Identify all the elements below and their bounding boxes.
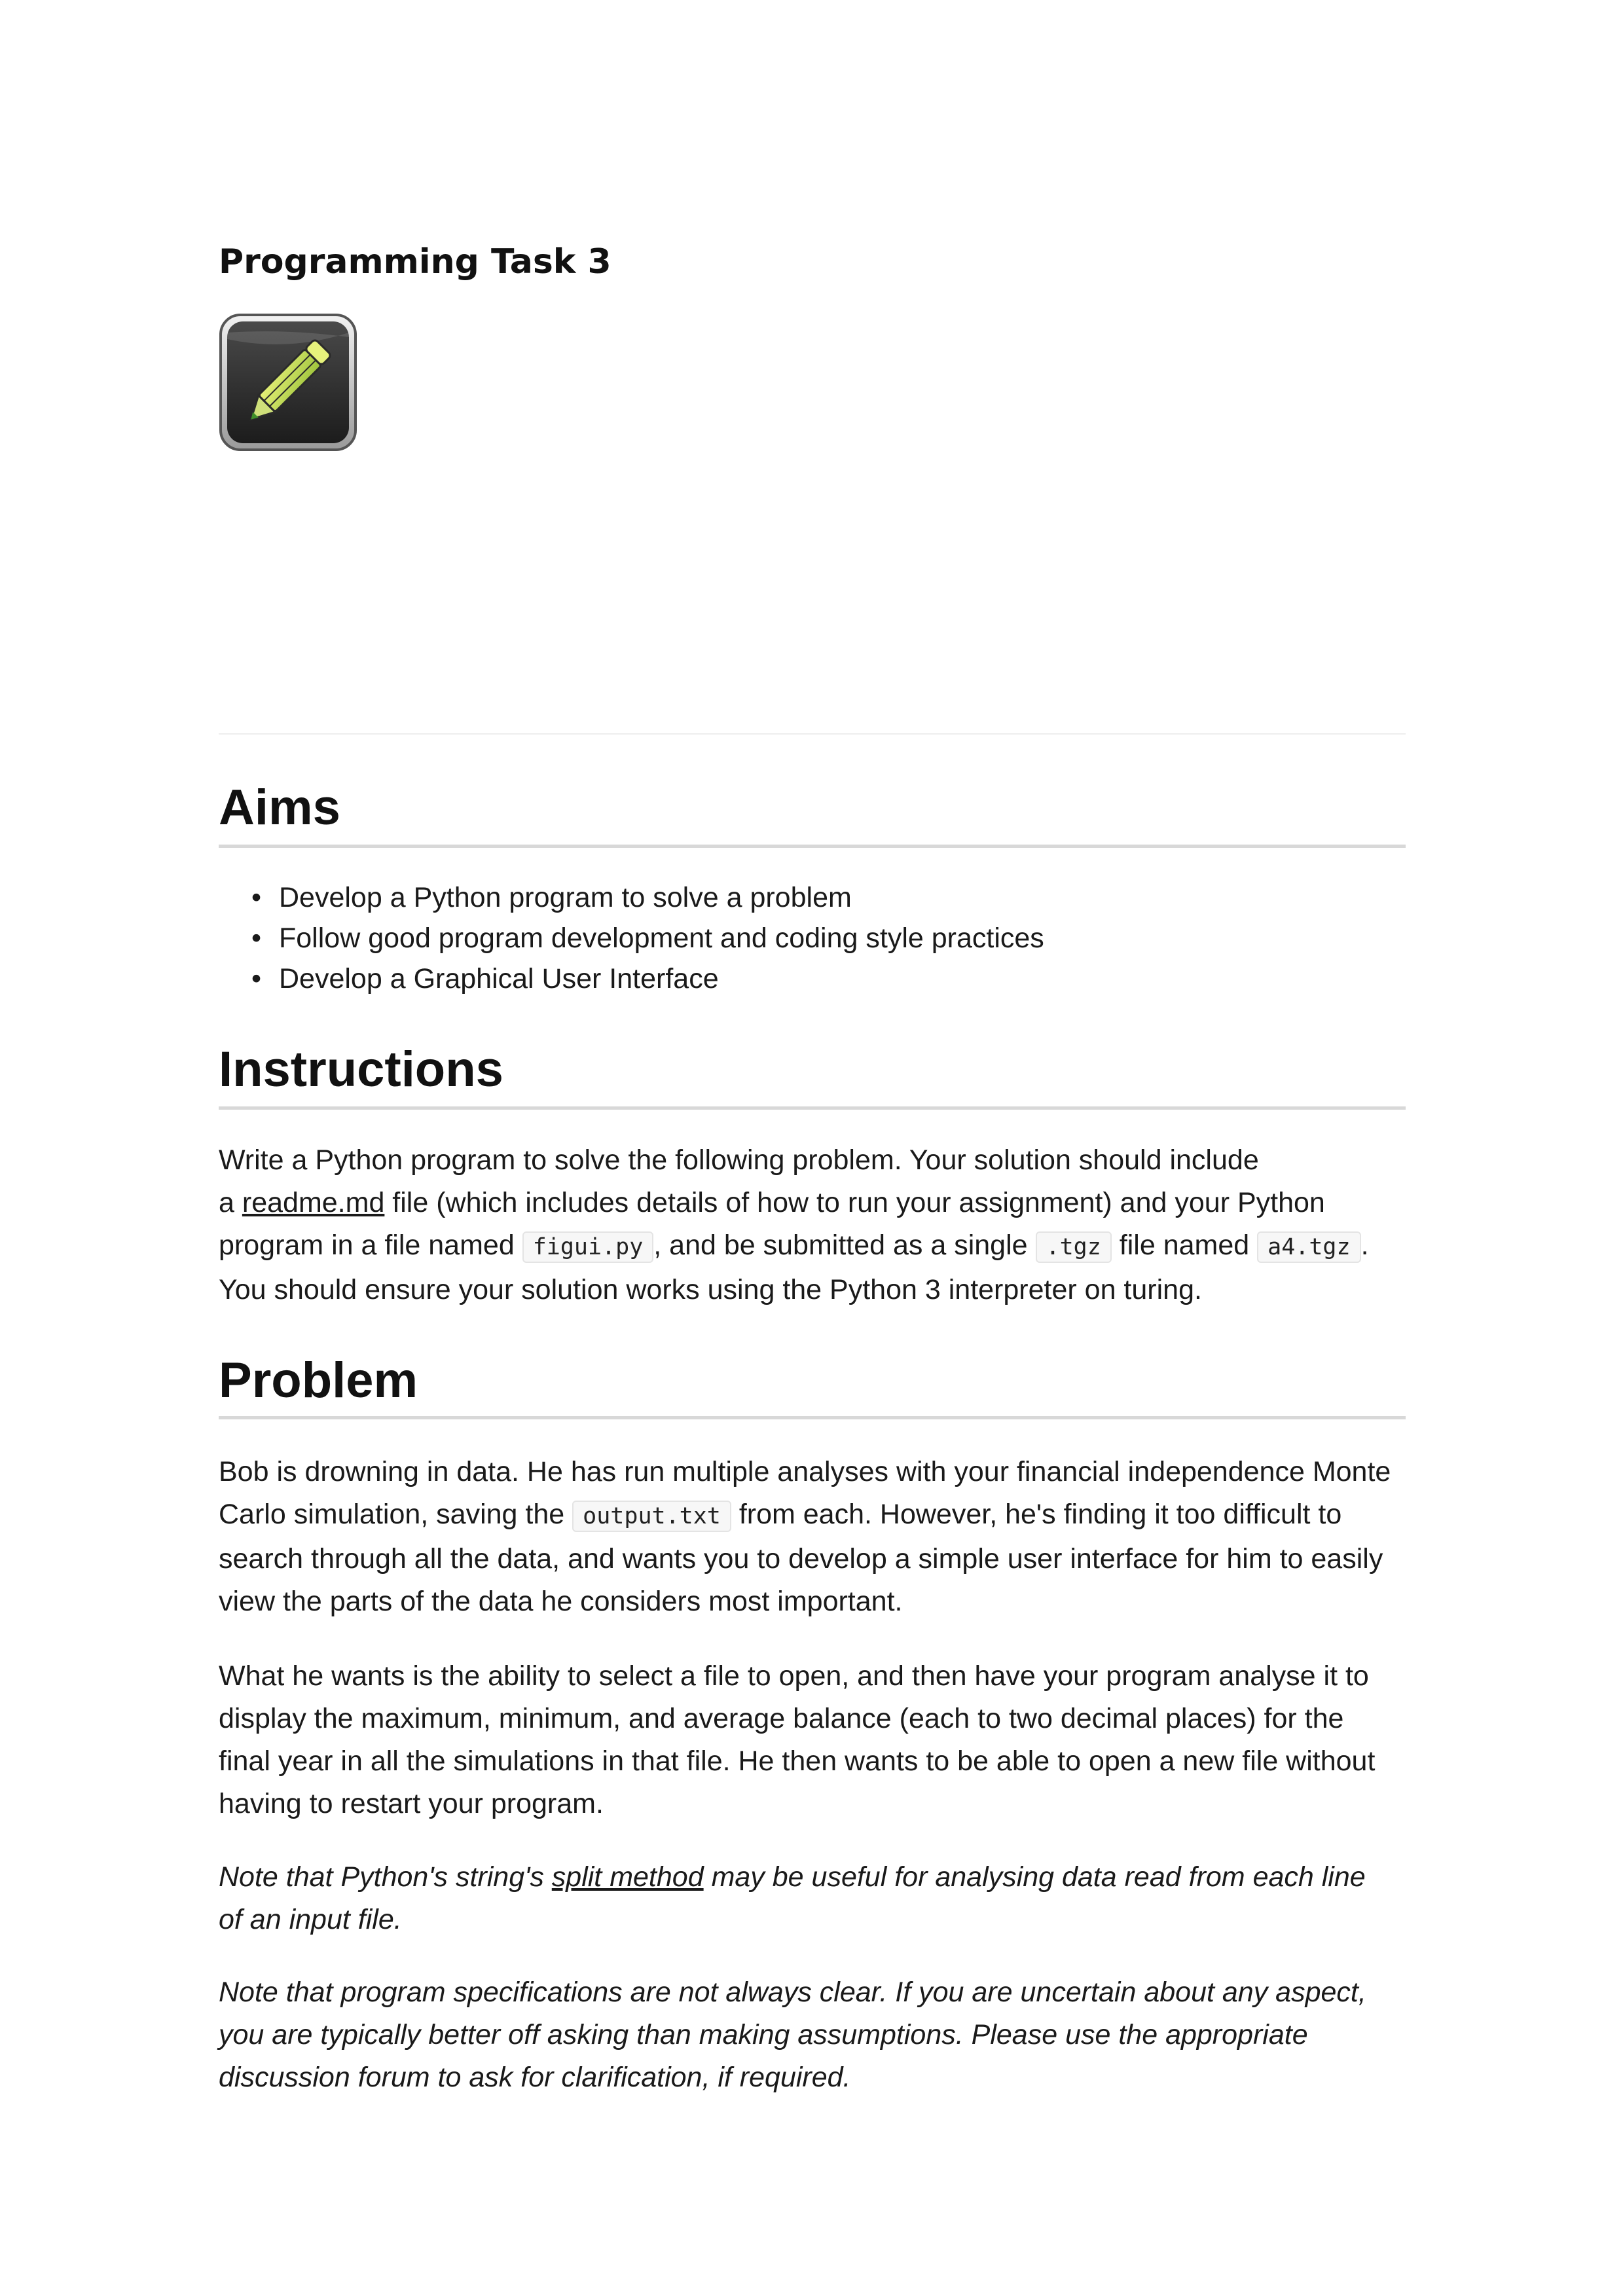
task-title: Programming Task 3: [219, 242, 611, 282]
aims-divider: [219, 845, 1406, 848]
text-segment: Carlo simulation, saving the: [219, 1499, 573, 1530]
text-line: You should ensure your solution works using the Python 3 interpreter on turing.: [219, 1274, 1202, 1305]
text-line: Write a Python program to solve the following problem. Your solution should include: [219, 1144, 1259, 1176]
text-segment: program in a file named: [219, 1230, 522, 1261]
split-method-note: [219, 1856, 1406, 1941]
text-line: Note that program specifications are not always clear. If you are uncertain about any aspect,: [219, 1977, 1366, 2008]
text-line: [219, 1493, 1406, 1538]
text-line: display the maximum, minimum, and average balance (each to two decimal places) for the: [219, 1703, 1344, 1734]
list-item: • Follow good program development and coding style practices: [219, 918, 1044, 958]
text-line: of an input file.: [219, 1904, 402, 1935]
list-item: • Develop a Python program to solve a problem: [219, 877, 1044, 918]
code-extension: .tgz: [1036, 1231, 1112, 1263]
problem-paragraph-2: [219, 1655, 1406, 1825]
text-segment: Note that Python's string's: [219, 1861, 552, 1893]
text-line: having to restart your program.: [219, 1788, 604, 1819]
text-segment: file named: [1111, 1230, 1258, 1261]
text-line: Bob is drowning in data. He has run multiple analyses with your financial independence Monte: [219, 1456, 1391, 1487]
specification-note: [219, 1971, 1406, 2099]
aims-heading: Aims: [219, 780, 340, 835]
top-divider: [219, 733, 1406, 735]
code-output-file: output.txt: [572, 1501, 731, 1532]
text-line: [219, 1856, 1406, 1899]
readme-link[interactable]: readme.md: [242, 1187, 385, 1218]
text-line: final year in all the simulations in that file. He then wants to be able to open a new file without: [219, 1745, 1376, 1777]
instructions-paragraph: [219, 1139, 1406, 1311]
text-segment: file (which includes details of how to run your assignment) and your Python: [384, 1187, 1325, 1218]
problem-divider: [219, 1416, 1406, 1419]
code-archive: a4.tgz: [1257, 1231, 1360, 1263]
list-item: • Develop a Graphical User Interface: [219, 958, 1044, 999]
text-line: discussion forum to ask for clarification, if required.: [219, 2062, 851, 2093]
text-segment: .: [1360, 1230, 1369, 1261]
text-line: view the parts of the data he considers most important.: [219, 1586, 903, 1617]
text-segment: may be useful for analysing data read from each line: [703, 1861, 1366, 1893]
pencil-icon: [219, 313, 357, 452]
instructions-divider: [219, 1106, 1406, 1110]
text-segment: from each. However, he's finding it too difficult to: [731, 1499, 1342, 1530]
instructions-heading: Instructions: [219, 1042, 503, 1097]
text-line: [219, 1182, 1406, 1224]
text-line: [219, 1224, 1406, 1269]
split-method-link[interactable]: split method: [551, 1861, 704, 1893]
text-line: search through all the data, and wants you to develop a simple user interface for him to easily: [219, 1543, 1383, 1575]
aims-list: [219, 877, 1044, 999]
text-line: What he wants is the ability to select a file to open, and then have your program analyse it to: [219, 1660, 1369, 1692]
text-line: you are typically better off asking than making assumptions. Please use the appropriate: [219, 2019, 1308, 2050]
problem-heading: Problem: [219, 1353, 418, 1408]
problem-paragraph-1: [219, 1451, 1406, 1623]
code-filename: figui.py: [522, 1231, 654, 1263]
text-segment: a: [219, 1187, 242, 1218]
text-segment: , and be submitted as a single: [653, 1230, 1036, 1261]
